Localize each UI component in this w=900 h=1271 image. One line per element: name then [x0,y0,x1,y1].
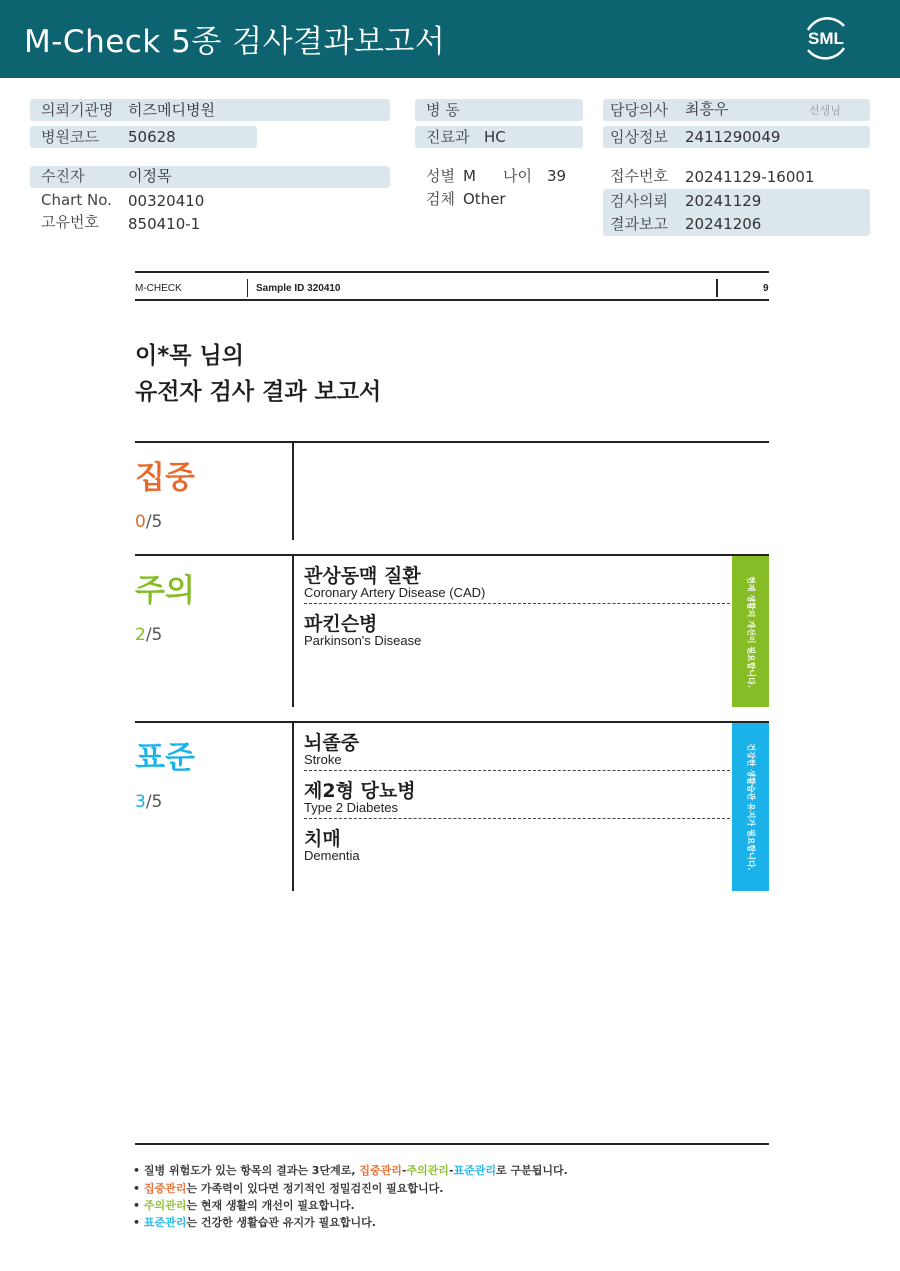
unique-no-value: 850410-1 [128,215,201,233]
note-line: • 집중관리는 가족력이 있다면 정기적인 정밀검진이 필요합니다. [133,1182,444,1195]
patient-value: 이정목 [128,167,172,185]
dept-label: 진료과 [426,128,470,146]
result-date-label: 결과보고 [610,215,668,233]
hospital-code-label: 병원코드 [41,128,99,146]
strip-divider [716,279,718,297]
doctor-value: 최흥우 [685,100,729,118]
header-bar [0,0,900,78]
note-line: • 질병 위험도가 있는 항목의 결과는 3단계로, 집중관리-주의관리-표준관리로 구분됩니다. [133,1164,568,1177]
item-separator [304,818,730,819]
section-divider [292,554,294,707]
request-date-value: 20241129 [685,192,762,210]
specimen-label: 검체 [426,190,455,208]
section-divider [292,441,294,540]
disease-name: 치매 [304,828,341,850]
specimen-value: Other [463,190,506,208]
request-date-label: 검사의뢰 [610,192,668,210]
ward-label: 병 동 [426,101,460,119]
dept-value: HC [484,128,506,146]
result-date-value: 20241206 [685,215,762,233]
standard-side-text: 건강한 생활습관 유지가 필요합니다. [746,743,755,871]
disease-name-en: Coronary Artery Disease (CAD) [304,585,486,600]
hospital-label: 의뢰기관명 [41,101,114,119]
receipt-label: 접수번호 [610,167,668,185]
logo-text: SML [808,29,844,48]
disease-name: 관상동맥 질환 [304,565,421,587]
sample-id: Sample ID 320410 [256,283,341,294]
hospital-value: 히즈메디병원 [128,101,215,119]
disease-name: 파킨슨병 [304,613,378,635]
disease-name-en: Dementia [304,848,360,863]
item-separator [304,770,730,771]
strip-bottom-rule [135,299,769,301]
receipt-value: 20241129-16001 [685,168,815,186]
sex-value: M [463,167,476,185]
page-number: 9 [763,283,769,294]
patient-label: 수진자 [41,167,85,185]
report-header-title: M-Check 5종 검사결과보고서 [24,24,446,60]
clinical-label: 임상정보 [610,128,668,146]
strip-label: M-CHECK [135,283,182,294]
doctor-suffix: 선생님 [809,104,841,117]
standard-side-banner [732,723,769,891]
section-rule [135,554,769,556]
clinical-value: 2411290049 [685,128,781,146]
strip-divider [247,279,248,297]
footer-rule [135,1143,769,1145]
focus-count: 0/5 [135,512,163,532]
disease-name: 제2형 당뇨병 [304,780,416,802]
standard-label: 표준 [135,740,195,776]
unique-no-label: 고유번호 [41,213,99,231]
disease-name-en: Type 2 Diabetes [304,800,398,815]
item-separator [304,603,730,604]
sex-label: 성별 [426,167,455,185]
section-divider [292,721,294,891]
age-label: 나이 [503,167,532,185]
caution-label: 주의 [135,573,195,609]
section-rule [135,441,769,443]
strip-top-rule [135,271,769,273]
disease-name: 뇌졸중 [304,732,360,754]
report-title-line1: 이*목 님의 [135,343,244,369]
focus-label: 집중 [135,460,195,496]
disease-name-en: Stroke [304,752,342,767]
chart-no-label: Chart No. [41,191,112,209]
chart-no-value: 00320410 [128,192,205,210]
age-value: 39 [547,167,567,185]
disease-name-en: Parkinson's Disease [304,633,422,648]
note-line: • 주의관리는 현재 생활의 개선이 필요합니다. [133,1199,355,1212]
hospital-code-value: 50628 [128,128,176,146]
standard-count: 3/5 [135,792,163,812]
caution-count: 2/5 [135,625,163,645]
doctor-label: 담당의사 [610,101,668,119]
note-line: • 표준관리는 건강한 생활습관 유지가 필요합니다. [133,1216,376,1229]
sml-logo [800,12,852,64]
caution-side-banner [732,556,769,707]
report-title-line2: 유전자 검사 결과 보고서 [135,379,382,405]
caution-side-text: 현재 생활의 개선이 필요합니다. [746,575,755,688]
section-rule [135,721,769,723]
